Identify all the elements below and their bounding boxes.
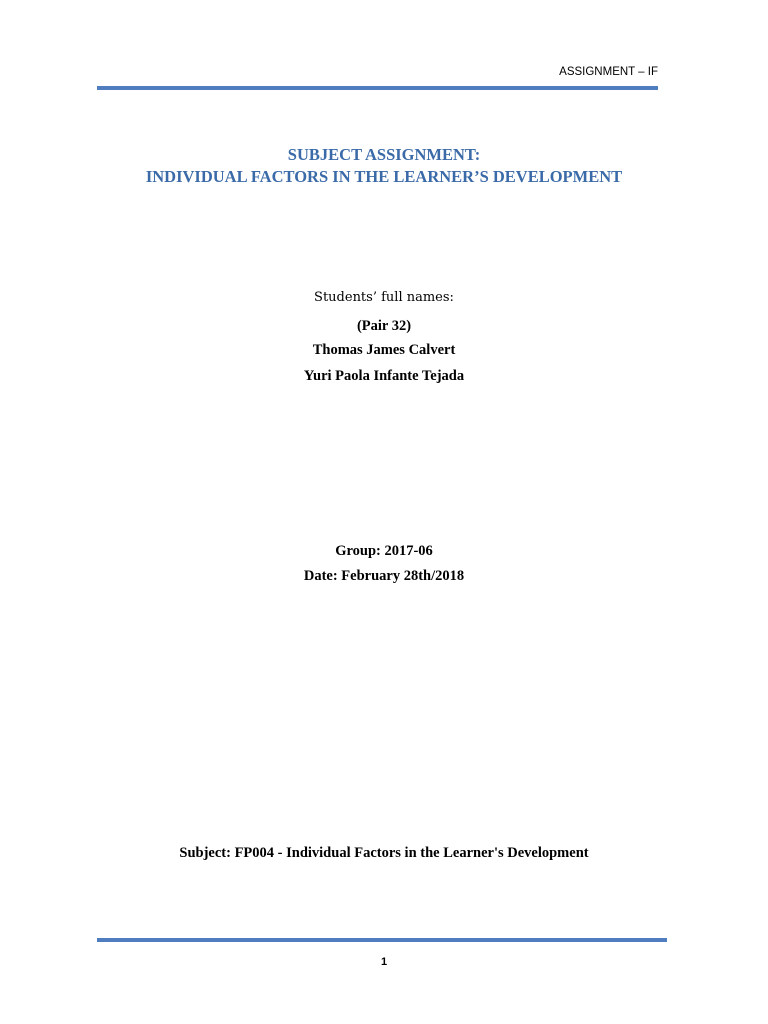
page-number: 1 [380, 956, 388, 968]
students-label: Students’ full names: [314, 290, 454, 305]
title-block [0, 144, 768, 188]
date-line: Date: February 28th/2018 [303, 568, 465, 584]
student-name-1: Thomas James Calvert [312, 342, 456, 358]
pair-number: (Pair 32) [356, 318, 412, 334]
student-name-2: Yuri Paola Infante Tejada [303, 368, 465, 384]
subject-line: Subject: FP004 - Individual Factors in the Learner's Development [179, 845, 589, 861]
header-label: ASSIGNMENT – IF [559, 66, 658, 78]
group-line: Group: 2017-06 [335, 543, 433, 559]
title-line-1: SUBJECT ASSIGNMENT: [287, 145, 481, 164]
title-line-2: INDIVIDUAL FACTORS IN THE LEARNER’S DEVELOPMENT [145, 167, 623, 186]
header-rule [97, 86, 658, 90]
footer-rule [97, 938, 667, 942]
